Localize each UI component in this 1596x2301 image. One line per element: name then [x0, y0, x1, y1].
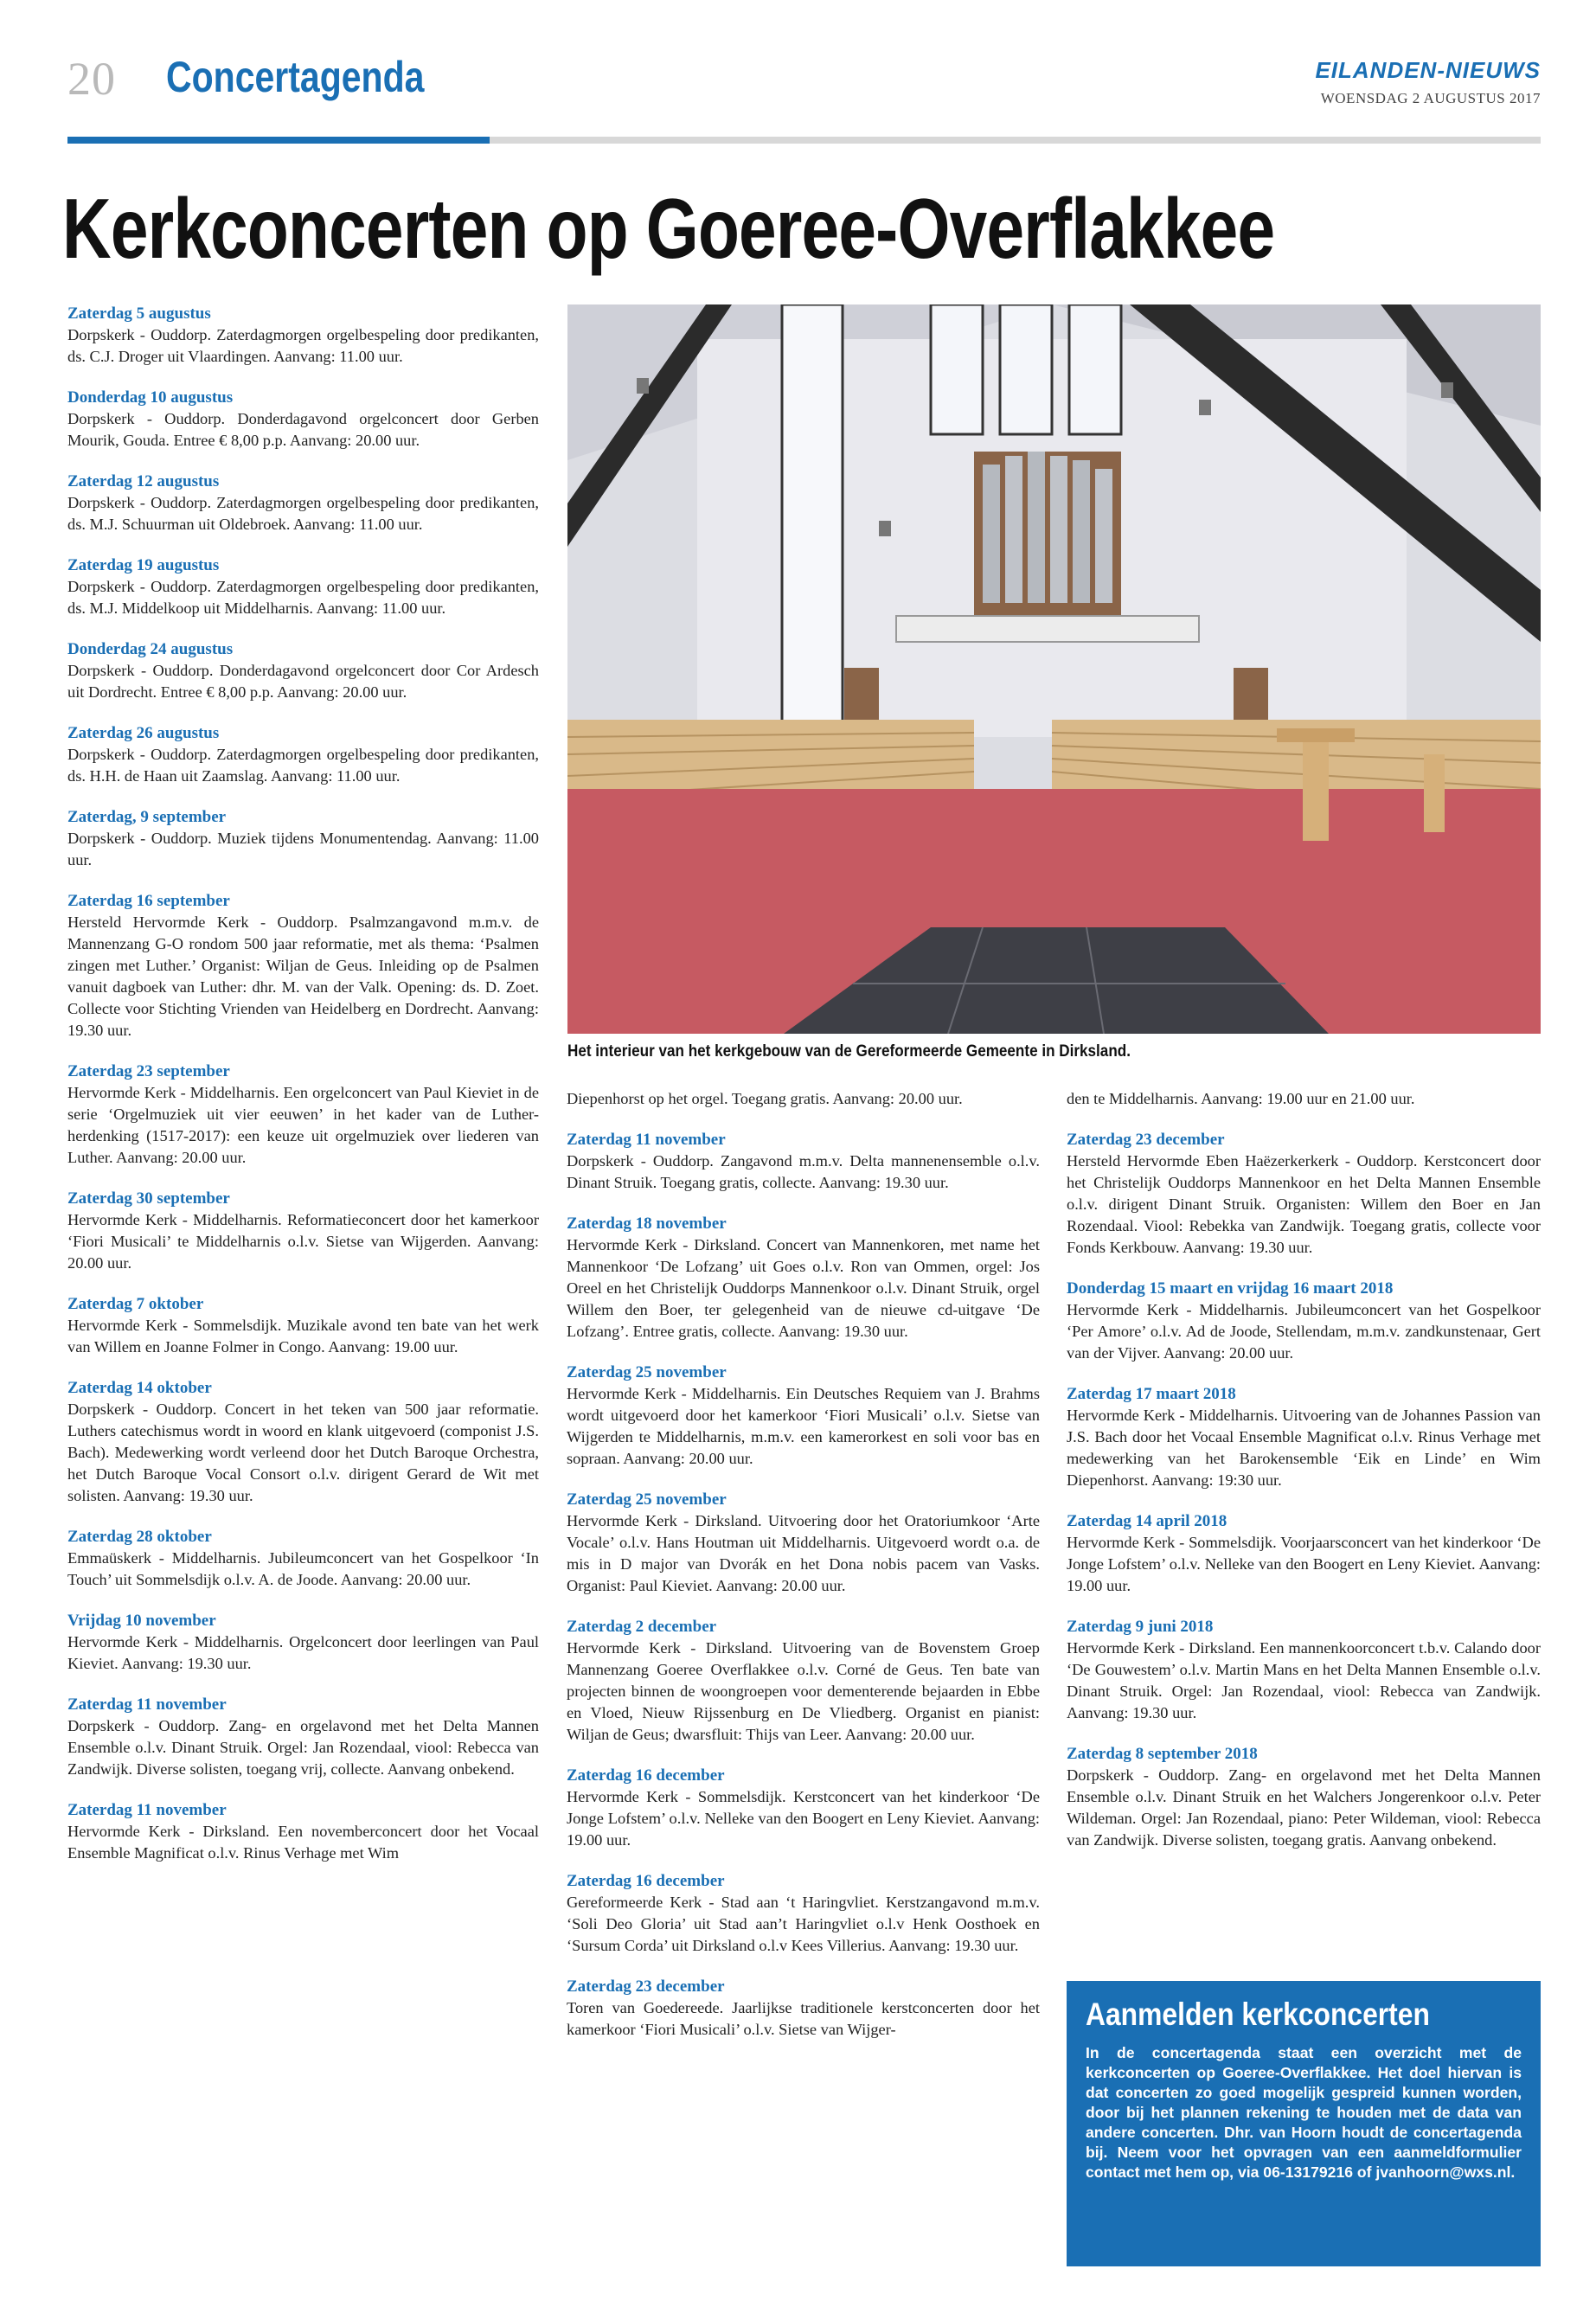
agenda-item [567, 1616, 1040, 1746]
signup-box [1067, 1981, 1541, 2266]
page-number: 20 [67, 53, 116, 105]
agenda-item [1067, 1088, 1541, 1110]
agenda-item-description: Dorpskerk - Ouddorp. Zangavond m.m.v. Delta mannenensemble o.l.v. Dinant Struik. Toegang gratis, collecte. Aanvang: 19.30 uur. [567, 1152, 1040, 1191]
agenda-item-date: Donderdag 15 maart en vrijdag 16 maart 2018 [1067, 1279, 1394, 1298]
agenda-item-description: Dorpskerk - Ouddorp. Zaterdagmorgen orgelbespeling door predikanten, ds. H.H. de Haan uit Zaamslag. Aanvang: 11.00 uur. [67, 746, 539, 785]
agenda-item-description: Dorpskerk - Ouddorp. Zaterdagmorgen orgelbespeling door predikanten, ds. M.J. Middelkoop uit Middelharnis. Aanvang: 11.00 uur. [67, 578, 539, 617]
agenda-item-date: Zaterdag 5 augustus [67, 304, 211, 323]
agenda-item-date: Zaterdag 8 september 2018 [1067, 1745, 1258, 1763]
agenda-item-description: Hervormde Kerk - Sommelsdijk. Voorjaarsconcert van het kinderkoor ‘De Jonge Lofstem’ o.l.v. Nelleke van den Boogert en Leny Kieviet. Aanvang: 19.00 uur. [1067, 1534, 1541, 1594]
agenda-item-date: Zaterdag 23 december [1067, 1131, 1225, 1149]
agenda-item-description: Gereformeerde Kerk - Stad aan ‘t Haringvliet. Kerstzangavond m.m.v. ‘Soli Deo Gloria’ uit Stad aan’t Haringvliet o.l.v Henk Oosthoek en ‘Sursum Corda’ uit Dirksland o.l.v Kees Villerius. Aanvang: 19.30 uur. [567, 1894, 1040, 1954]
agenda-item [567, 1088, 1040, 1110]
agenda-item-description: Hervormde Kerk - Dirksland. Uitvoering door het Oratoriumkoor ‘Arte Vocale’ o.l.v. Hans Houtman uit Middelharnis. Uitgevoerd wordt o.a. de mis in D major van Dvorák en het Dona nobis pacem van Vasks. Organist: Paul Kieviet. Aanvang: 20.00 uur. [567, 1512, 1040, 1594]
agenda-item-date: Donderdag 24 augustus [67, 640, 234, 658]
agenda-item-description: Hervormde Kerk - Middelharnis. Uitvoering van de Johannes Passion van J.S. Bach door het Vocaal Ensemble Magnificat o.l.v. Rinus Verhage met medewerking van het Barokensemble ‘Eik en Linde’ en Wim Diepenhorst. Aanvang: 19:30 uur. [1067, 1407, 1541, 1489]
agenda-item [67, 1694, 539, 1780]
agenda-item-description: Hervormde Kerk - Middelharnis. Reformatieconcert door het kamerkoor ‘Fiori Musicali’ te Middelharnis o.l.v. Sietse van Wijgerden. Aanvang: 20.00 uur. [67, 1211, 539, 1272]
agenda-item-description: Dorpskerk - Ouddorp. Donderdagavond orgelconcert door Cor Ardesch uit Dordrecht. Entree € 8,00 p.p. Aanvang: 20.00 uur. [67, 662, 539, 701]
agenda-item-description: Dorpskerk - Ouddorp. Concert in het teken van 500 jaar reformatie. Luthers catechismus wordt in woord en klank uitgevoerd (componist J.S. Bach). Medewerking wordt verleend door het Dutch Baroque Orchestra, het Dutch Baroque Vocal Consort o.l.v. dirigent Gerard de Wit met solisten. Aanvang: 19.30 uur. [67, 1400, 539, 1504]
agenda-item-description: Dorpskerk - Ouddorp. Zaterdagmorgen orgelbespeling door predikanten, ds. M.J. Schuurman uit Oldebroek. Aanvang: 11.00 uur. [67, 494, 539, 533]
signup-title: Aanmelden kerkconcerten [1086, 1997, 1430, 2032]
agenda-item [67, 387, 539, 452]
agenda-item-date: Zaterdag 28 oktober [67, 1528, 212, 1546]
agenda-item-date: Zaterdag 23 december [567, 1977, 725, 1996]
agenda-item-description: Hervormde Kerk - Sommelsdijk. Muzikale avond ten bate van het werk van Willem en Joanne Folmer in Congo. Aanvang: 19.00 uur. [67, 1317, 539, 1356]
agenda-item-description: Hervormde Kerk - Dirksland. Concert van Mannenkoren, met name het Mannenkoor ‘De Lofzang’ uit Goes o.l.v. Ron van Ommen, orgel: Jos Oreel en het Christelijk Ouddorps Mannenkoor o.l.v. Dinant Struik, orgel Willem den Boer, ter gelegenheid van de nieuwe cd-uitgave ‘De Lofzang’. Entree gratis, collecte. Aanvang: 19.30 uur. [567, 1236, 1040, 1340]
agenda-item [567, 1976, 1040, 2041]
agenda-item-description: Hervormde Kerk - Dirksland. Een novemberconcert door het Vocaal Ensemble Magnificat o.l.v. Rinus Verhage met Wim [67, 1823, 539, 1862]
agenda-item-date: Zaterdag 9 juni 2018 [1067, 1618, 1214, 1636]
agenda-item [1067, 1129, 1541, 1259]
agenda-item-date: Zaterdag 16 december [567, 1766, 725, 1785]
agenda-item-description: Dorpskerk - Ouddorp. Zaterdagmorgen orgelbespeling door predikanten, ds. C.J. Droger uit Vlaardingen. Aanvang: 11.00 uur. [67, 326, 539, 365]
agenda-item-date: Zaterdag 14 oktober [67, 1379, 212, 1397]
agenda-item [67, 471, 539, 535]
agenda-item [1067, 1616, 1541, 1724]
agenda-item-date: Zaterdag 30 september [67, 1189, 230, 1208]
agenda-item [67, 1377, 539, 1507]
agenda-item-date: Zaterdag 16 september [67, 892, 230, 910]
agenda-item [67, 1061, 539, 1169]
agenda-item-description: Hervormde Kerk - Sommelsdijk. Kerstconcert van het kinderkoor ‘De Jonge Lofstem’ o.l.v. Nelleke van den Boogert en Leny Kieviet. Aanvang: 19.00 uur. [567, 1788, 1040, 1849]
agenda-item [1067, 1510, 1541, 1597]
agenda-item-description: Hervormde Kerk - Middelharnis. Orgelconcert door leerlingen van Paul Kieviet. Aanvang: 19.30 uur. [67, 1633, 539, 1672]
agenda-item-date: Zaterdag 23 september [67, 1062, 230, 1080]
agenda-item [67, 890, 539, 1042]
agenda-item-description: Hervormde Kerk - Dirksland. Een mannenkoorconcert t.b.v. Calando door ‘De Gouwestem’ o.l.v. Martin Mans en het Delta Mannen Ensemble o.l.v. Dinant Struik. Orgel: Jan Rozendaal, viool: Rebecca van Zandwijk. Aanvang: 19.30 uur. [1067, 1639, 1541, 1721]
agenda-item-date: Zaterdag 11 november [67, 1695, 227, 1714]
agenda-item-description: Hervormde Kerk - Middelharnis. Jubileumconcert van het Gospelkoor ‘Per Amore’ o.l.v. Ad de Joode, Stellendam, m.m.v. zandkunstenaar, Gert van der Vijver. Aanvang: 20.00 uur. [1067, 1301, 1541, 1362]
agenda-item-description: Emmaüskerk - Middelharnis. Jubileumconcert van het Gospelkoor ‘In Touch’ uit Sommelsdijk o.l.v. A. de Joode. Aanvang: 20.00 uur. [67, 1549, 539, 1588]
agenda-item [567, 1213, 1040, 1343]
header-rule-accent [67, 137, 490, 144]
agenda-item [67, 806, 539, 871]
agenda-item [67, 1610, 539, 1675]
agenda-item-date: Zaterdag 16 december [567, 1872, 725, 1890]
agenda-column-1 [67, 303, 539, 1883]
agenda-item-description: Hervormde Kerk - Middelharnis. Een orgelconcert van Paul Kieviet in de serie ‘Orgelmuziek uit vier eeuwen’ in het kader van de Luther-herdenking (1517-2017): een keuze uit orgelmuziek over liederen van Luther. Aanvang: 20.00 uur. [67, 1084, 539, 1166]
agenda-item-description: Dorpskerk - Ouddorp. Zang- en orgelavond met het Delta Mannen Ensemble o.l.v. Dinant Struik. Orgel: Jan Rozendaal, viool: Rebecca van Zandwijk. Diverse solisten, toegang vrij, collecte. Aanvang onbekend. [67, 1717, 539, 1778]
agenda-item-date: Zaterdag 14 april 2018 [1067, 1512, 1227, 1530]
agenda-item-date: Zaterdag 7 oktober [67, 1295, 204, 1313]
signup-text: In de concertagenda staat een overzicht met de kerkconcerten op Goeree-Overflakkee. Het doel hiervan is dat concerten zo goed mogelijk gespreid kunnen worden, door bij het plannen rekening te houden met de data van andere concerten. Dhr. van Hoorn houdt de concertagenda bij. Neem voor het opvragen van een aanmeldformulier contact met hem op, via 06-13179216 of jvanhoorn@wxs.nl. [1086, 2044, 1522, 2181]
agenda-item [567, 1362, 1040, 1470]
agenda-item-description: Hervormde Kerk - Middelharnis. Ein Deutsches Requiem van J. Brahms wordt uitgevoerd door het kamerkoor ‘Fiori Musicali’ o.l.v. Sietse van Wijgerden te Middelharnis, m.m.v. een kamerorkest en soli voor bas en sopraan. Aanvang: 20.00 uur. [567, 1385, 1040, 1467]
agenda-column-3 [1067, 1088, 1541, 1870]
agenda-item [567, 1129, 1040, 1194]
agenda-item-date: Zaterdag 2 december [567, 1618, 717, 1636]
agenda-item-description: Hersteld Hervormde Eben Haëzerkerkerk - Ouddorp. Kerstconcert door het Christelijk Ouddorps Mannenkoor en het Delta Mannen Ensemble o.l.v. dirigent Dinant Struik. Organisten: Willem den Boer en Jan Rozendaal. Viool: Rebekka van Zandwijk. Toegang gratis, collecte voor Fonds Kerkbouw. Aanvang: 19.30 uur. [1067, 1152, 1541, 1256]
agenda-item [1067, 1278, 1541, 1364]
agenda-item-description: Hersteld Hervormde Kerk - Ouddorp. Psalmzangavond m.m.v. de Mannenzang G-O rondom 500 jaar reformatie, met als thema: ‘Psalmen zingen met Luther.’ Organist: Wiljan de Geus. Inleiding op de Psalmen vanuit dagboek van Luther: dhr. M. van der Valk. Opening: ds. D. Zoet. Collecte voor Stichting Vrienden van Heidelberg en Dordrecht. Aanvang: 19.30 uur. [67, 913, 539, 1039]
agenda-item-date: Donderdag 10 augustus [67, 388, 234, 407]
agenda-item-date: Zaterdag 19 augustus [67, 556, 220, 574]
agenda-item-date: Zaterdag 11 november [567, 1131, 726, 1149]
agenda-item-description: Toren van Goedereede. Jaarlijkse traditionele kerstconcerten door het kamerkoor ‘Fiori Musicali’ o.l.v. Sietse van Wijger- [567, 1999, 1040, 2038]
agenda-item-date: Zaterdag, 9 september [67, 808, 227, 826]
agenda-item [1067, 1383, 1541, 1491]
agenda-item [67, 638, 539, 703]
photo-caption: Het interieur van het kerkgebouw van de Gereformeerde Gemeente in Dirksland. [567, 1042, 1131, 1061]
agenda-item [567, 1870, 1040, 1957]
section-title: Concertagenda [166, 53, 425, 101]
agenda-item [67, 303, 539, 368]
agenda-item [1067, 1743, 1541, 1851]
agenda-item-date: Zaterdag 11 november [67, 1801, 227, 1819]
church-interior-photo [567, 304, 1541, 1034]
agenda-item [567, 1489, 1040, 1597]
agenda-item [67, 554, 539, 619]
agenda-item [67, 722, 539, 787]
newspaper-logo: EILANDEN-NIEUWS [1315, 57, 1541, 83]
agenda-item-description: Dorpskerk - Ouddorp. Muziek tijdens Monumentendag. Aanvang: 11.00 uur. [67, 830, 539, 868]
agenda-item-description: den te Middelharnis. Aanvang: 19.00 uur en 21.00 uur. [1067, 1090, 1415, 1107]
agenda-column-2 [567, 1088, 1040, 2060]
agenda-item-date: Vrijdag 10 november [67, 1612, 216, 1630]
agenda-item [67, 1293, 539, 1358]
agenda-item-date: Zaterdag 18 november [567, 1215, 727, 1233]
agenda-item-description: Diepenhorst op het orgel. Toegang gratis. Aanvang: 20.00 uur. [567, 1090, 963, 1107]
agenda-item-description: Dorpskerk - Ouddorp. Donderdagavond orgelconcert door Gerben Mourik, Gouda. Entree € 8,00 p.p. Aanvang: 20.00 uur. [67, 410, 539, 449]
agenda-item [67, 1799, 539, 1864]
agenda-item [67, 1526, 539, 1591]
church-interior-illustration [567, 304, 1541, 1034]
agenda-item-description: Dorpskerk - Ouddorp. Zang- en orgelavond met het Delta Mannen Ensemble o.l.v. Dinant Struik en het Walchers Jongerenkoor o.l.v. Peter Wildeman. Orgel: Jan Rozendaal, piano: Peter Wildeman, viool: Rebecca van Zandwijk. Diverse solisten, toegang gratis. Aanvang onbekend. [1067, 1766, 1541, 1849]
agenda-item-date: Zaterdag 17 maart 2018 [1067, 1385, 1236, 1403]
agenda-item-date: Zaterdag 26 augustus [67, 724, 220, 742]
agenda-item-date: Zaterdag 25 november [567, 1363, 727, 1381]
agenda-item-date: Zaterdag 12 augustus [67, 472, 220, 490]
issue-date: WOENSDAG 2 AUGUSTUS 2017 [1320, 90, 1541, 106]
agenda-item [567, 1765, 1040, 1851]
article-headline: Kerkconcerten op Goeree-Overflakkee [62, 181, 1275, 276]
agenda-item [67, 1188, 539, 1274]
agenda-item-description: Hervormde Kerk - Dirksland. Uitvoering van de Bovenstem Groep Mannenzang Goeree Overflakkee o.l.v. Corné de Geus. Ten bate van projecten binnen de woongroepen voor dementerende bejaarden in Ebbe en Vloed, Nieuw Rijssenburg en De Vliedberg. Organist en pianist: Wiljan de Geus; dwarsfluit: Thijs van Leer. Aanvang: 20.00 uur. [567, 1639, 1040, 1743]
agenda-item-date: Zaterdag 25 november [567, 1490, 727, 1509]
